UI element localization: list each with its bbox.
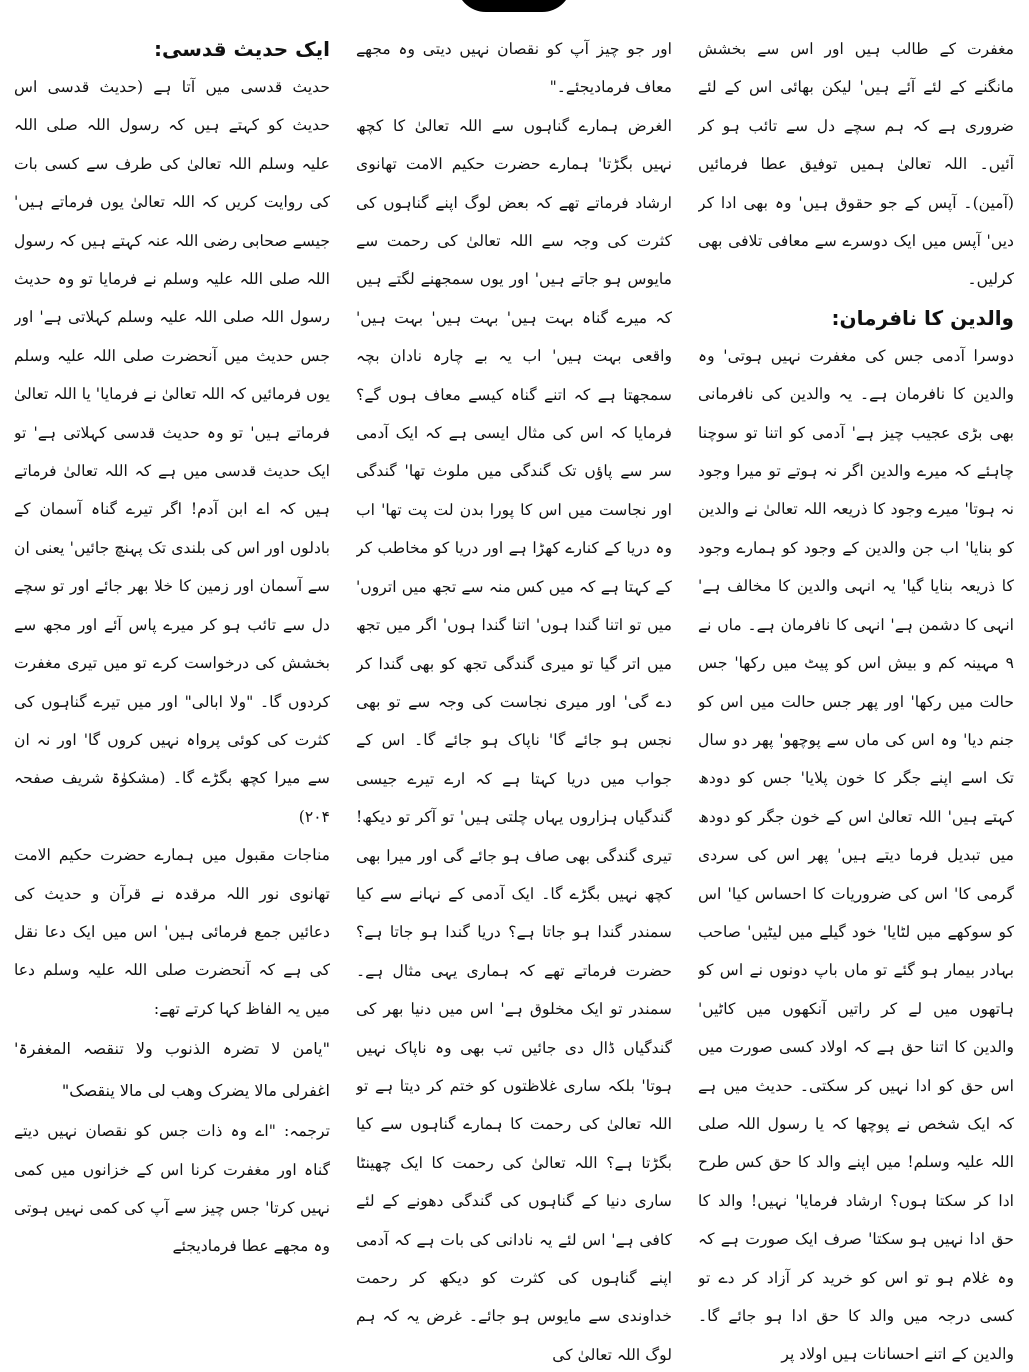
top-ornament bbox=[456, 0, 572, 12]
column-left bbox=[698, 30, 1014, 1365]
arabic-dua-quote: "یامن لا تضرہ الذنوب ولا تنقصہ المغفرۃ' اغفرلی مالا یضرک وھب لی مالا ینقصک" bbox=[14, 1039, 330, 1101]
paragraph: حدیث قدسی میں آتا ہے (حدیث قدسی اس حدیث کو کہتے ہیں کہ رسول اللہ صلی اللہ علیہ وسلم اللہ تعالیٰ کی طرف سے کسی بات کی روایت کریں کہ اللہ تعالیٰ یوں فرماتے ہیں' جیسے صحابی رضی اللہ عنہ کہتے ہیں کہ رسول اللہ صلی اللہ علیہ وسلم نے فرمایا تو وہ حدیث رسول اللہ صلی اللہ علیہ وسلم کہلاتی ہے' اور جس حدیث میں آنحضرت صلی اللہ علیہ وسلم یوں فرمائیں کہ اللہ تعالیٰ نے فرمایا' یا اللہ تعالیٰ فرماتے ہیں' تو وہ حدیث قدسی کہلاتی ہے' تو ایک حدیث قدسی میں ہے کہ اللہ تعالیٰ فرماتے ہیں کہ اے ابن آدم! اگر تیرے گناہ آسمان کے بادلوں اور اس کی بلندی تک پہنچ جائیں' یعنی ان سے آسمان اور زمین کا خلا بھر جائے اور تو سچے دل سے تائب ہو کر میرے پاس آئے اور مجھ سے بخشش کی درخواست کرے تو میں تیری مغفرت کردوں گا۔ "ولا ابالی" اور میں تیرے گناہوں کی کثرت کی کوئی پرواہ نہیں کروں گا' اور نہ ان سے میرا کچھ بگڑے گا۔ (مشکوٰۃ شریف صفحہ ۲۰۴) bbox=[14, 78, 330, 826]
section-heading-hadith-qudsi: ایک حدیث قدسی: bbox=[154, 37, 330, 61]
translation-paragraph: ترجمہ: "اے وہ ذات جس کو نقصان نہیں دیتے گناہ اور مغفرت کرنا اس کے خزانوں میں کمی نہیں کرتا' جس چیز سے آپ کی کمی نہیں ہوتی وہ مجھے عطا فرمادیجئے bbox=[14, 1122, 330, 1256]
paragraph: الغرض ہمارے گناہوں سے اللہ تعالیٰ کا کچھ نہیں بگڑتا' ہمارے حضرت حکیم الامت تھانوی ارشاد فرماتے تھے کہ بعض لوگ اپنے گناہوں کی کثرت کی وجہ سے اللہ تعالیٰ کی رحمت سے مایوس ہو جاتے ہیں' اور یوں سمجھنے لگتے ہیں کہ میرے گناہ بہت ہیں' بہت ہیں' بہت ہیں' واقعی بہت ہیں' اب یہ بے چارہ نادان بچہ سمجھتا ہے کہ اتنے گناہ کیسے معاف ہوں گے؟ فرمایا کہ اس کی مثال ایسی ہے کہ ایک آدمی سر سے پاؤں تک گندگی میں ملوث تھا' گندگی اور نجاست میں اس کا پورا بدن لت پت تھا' اب وہ دریا کے کنارے کھڑا ہے اور دریا کو مخاطب کر کے کہتا ہے کہ میں کس منہ سے تجھ میں اتروں' میں تو اتنا گندا ہوں' اتنا گندا ہوں' اگر میں تجھ میں اتر گیا تو میری گندگی تجھ کو بھی گندا کر دے گی' اور میری نجاست کی وجہ سے تو بھی نجس ہو جائے گا' ناپاک ہو جائے گا۔ اس کے جواب میں دریا کہتا ہے کہ ارے تیرے جیسی گندگیاں ہزاروں یہاں چلتی ہیں' تو آکر تو دیکھ! تیری گندگی بھی صاف ہو جائے گی اور میرا بھی کچھ نہیں بگڑے گا۔ ایک آدمی کے نہانے سے کیا سمندر گندا ہو جاتا ہے؟ دریا گندا ہو جاتا ہے؟ حضرت فرماتے تھے کہ ہماری یہی مثال ہے۔ سمندر تو ایک مخلوق ہے' اس میں دنیا بھر کی گندگیاں ڈال دی جائیں تب بھی وہ ناپاک نہیں ہوتا' بلکہ ساری غلاظتوں کو ختم کر دیتا ہے تو اللہ تعالیٰ کی رحمت کا ہمارے گناہوں سے کیا بگڑتا ہے؟ اللہ تعالیٰ کی رحمت کا ایک چھینٹا ساری دنیا کے گناہوں کی گندگی دھونے کے لئے کافی ہے' اس لئے یہ نادانی کی بات ہے کہ آدمی اپنے گناہوں کی کثرت کو دیکھ کر رحمت خداوندی سے مایوس ہو جائے۔ غرض یہ کہ ہم لوگ اللہ تعالیٰ کی bbox=[356, 116, 672, 1364]
paragraph: اور جو چیز آپ کو نقصان نہیں دیتی وہ مجھے معاف فرمادیجئے۔" bbox=[356, 40, 672, 97]
page bbox=[14, 30, 1014, 1365]
paragraph: مغفرت کے طالب ہیں اور اس سے بخشش مانگنے کے لئے آئے ہیں' لیکن بھائی اس کے لئے ضروری ہے کہ ہم سچے دل سے تائب ہو کر آئیں۔ اللہ تعالیٰ ہمیں توفیق عطا فرمائیں (آمین)۔ آپس کے جو حقوق ہیں' وہ بھی ادا کر دیں' آپس میں ایک دوسرے سے معافی تلافی بھی کرلیں۔ bbox=[698, 40, 1014, 289]
paragraph: مناجات مقبول میں ہمارے حضرت حکیم الامت تھانوی نور اللہ مرقدہ نے قرآن و حدیث کی دعائیں جمع فرمائی ہیں' اس میں ایک دعا نقل کی ہے کہ آنحضرت صلی اللہ علیہ وسلم دعا میں یہ الفاظ کہا کرتے تھے: bbox=[14, 846, 330, 1018]
section-heading-parents: والدین کا نافرمان: bbox=[831, 305, 1014, 330]
column-middle bbox=[356, 30, 672, 1365]
column-right bbox=[14, 30, 330, 1365]
paragraph: دوسرا آدمی جس کی مغفرت نہیں ہوتی' وہ والدین کا نافرمان ہے۔ یہ والدین کی نافرمانی بھی بڑی عجیب چیز ہے' آدمی کو اتنا تو سوچنا چاہئے کہ میرے والدین اگر نہ ہوتے تو میرا وجود نہ ہوتا' میرے وجود کا ذریعہ اللہ تعالیٰ نے والدین کو بنایا' اب جن والدین کے وجود کو ہمارے وجود کا ذریعہ بنایا گیا' یہ انہی والدین کا مخالف ہے' انہی کا دشمن ہے' انہی کا نافرمان ہے۔ ماں نے ۹ مہینہ کم و بیش اس کو پیٹ میں رکھا' جس حالت میں رکھا' اور پھر جس حالت میں اس کو جنم دیا' وہ اس کی ماں سے پوچھو' پھر دو سال تک اسے اپنے جگر کا خون پلایا' جس کو دودھ کہتے ہیں' اللہ تعالیٰ اس کے خون جگر کو دودھ میں تبدیل فرما دیتے ہیں' پھر اس کی سردی گرمی کا' اس کی ضروریات کا احساس کیا' اس کو سوکھے میں لٹایا' خود گیلے میں لیٹیں' صاحب بہادر بیمار ہو گئے تو ماں باپ دونوں نے اس کو ہاتھوں میں لے کر راتیں آنکھوں میں کاٹیں' والدین کا اتنا حق ہے کہ اولاد کسی صورت میں اس حق کو ادا نہیں کر سکتی۔ حدیث میں ہے کہ ایک شخص نے پوچھا کہ یا رسول اللہ صلی اللہ علیہ وسلم! میں اپنے والد کا حق کس طرح ادا کر سکتا ہوں؟ ارشاد فرمایا' نہیں! والد کا حق ادا نہیں ہو سکتا' صرف ایک صورت ہے کہ وہ غلام ہو تو اس کو خرید کر آزاد کر دے تو کسی درجہ میں والد کا حق ادا ہو جائے گا۔ والدین کے اتنے احسانات ہیں اولاد پر bbox=[698, 346, 1014, 1364]
